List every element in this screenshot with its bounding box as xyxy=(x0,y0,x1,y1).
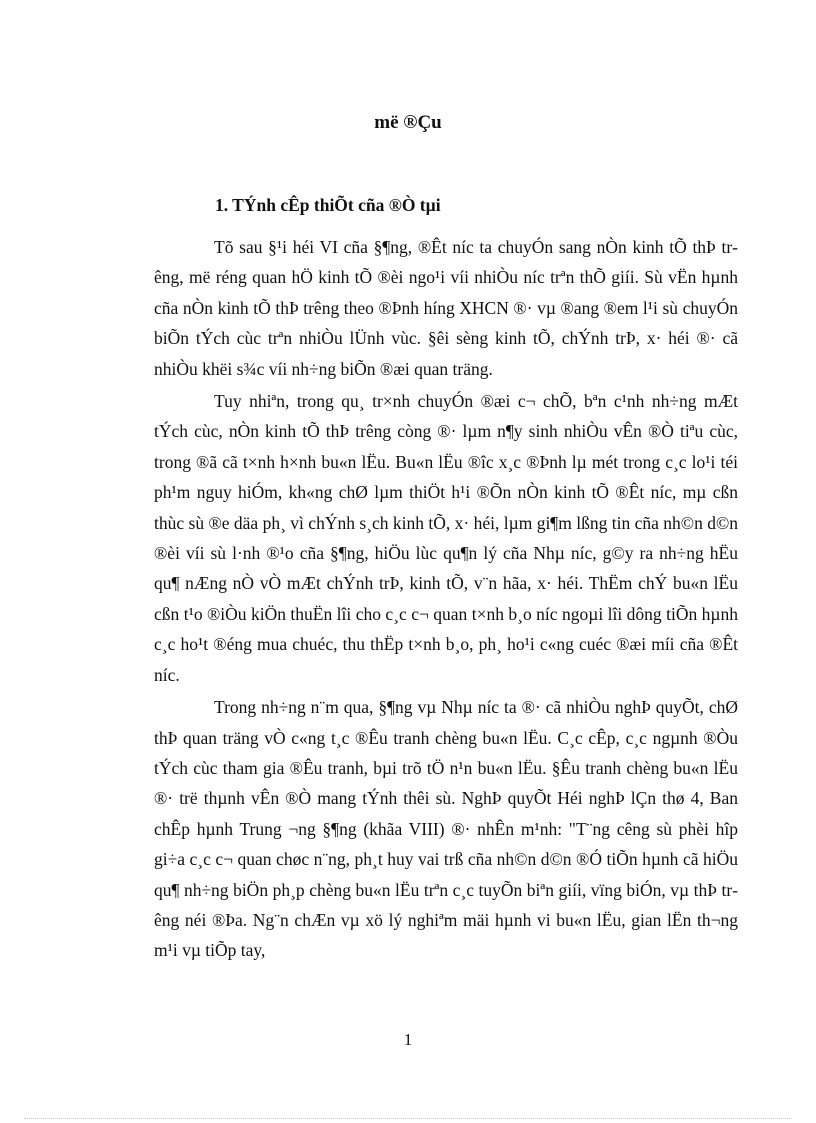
body-text xyxy=(154,232,738,968)
page-break-line xyxy=(24,1118,792,1119)
page-title: më ®Çu xyxy=(374,112,442,133)
section-heading: 1. TÝnh cÊp thiÕt cña ®Ò tµi xyxy=(215,195,441,215)
paragraph: Tuy nhiªn, trong qu¸ tr×nh chuyÓn ®æi c¬ chÕ, bªn c¹nh nh÷ng mÆt tÝch cùc, nÒn kinh tÕ thÞ trêng còng ®· lµm n¶y sinh nhiÒu vÊn ®Ò tiªu cùc, trong ®ã cã t×nh h×nh bu«n lËu. Bu«n lËu ®îc x¸c ®Þnh lµ mét trong c¸c lo¹i téi ph¹m nguy hiÓm, kh«ng chØ lµm thiÖt h¹i ®Õn nÒn kinh tÕ ®Êt níc, mµ cßn thùc sù ®e däa ph¸ vì chÝnh s¸ch kinh tÕ, x· héi, lµm gi¶m lßng tin cña nh©n d©n ®èi víi sù l·nh ®¹o cña §¶ng, hiÖu lùc qu¶n lý cña Nhµ níc, g©y ra nh÷ng hËu qu¶ nÆng nÒ vÒ mÆt chÝnh trÞ, kinh tÕ, v¨n hãa, x· héi. ThËm chÝ bu«n lËu cßn t¹o ®iÒu kiÖn thuËn lîi cho c¸c c¬ quan t×nh b¸o níc ngoµi lîi dông tiÕn hµnh c¸c ho¹t ®éng mua chuéc, thu thËp t×nh b¸o, ph¸ ho¹i c«ng cuéc ®æi míi cña ®Êt níc. xyxy=(154,391,738,685)
page-number: 1 xyxy=(403,1030,413,1049)
paragraph: Trong nh÷ng n¨m qua, §¶ng vµ Nhµ níc ta ®· cã nhiÒu nghÞ quyÕt, chØ thÞ quan träng vÒ c«ng t¸c ®Êu tranh chèng bu«n lËu. C¸c cÊp, c¸c ngµnh ®Òu tÝch cùc tham gia ®Êu tranh, bµi trõ tÖ n¹n bu«n lËu. §Êu tranh chèng bu«n lËu ®· trë thµnh vÊn ®Ò mang tÝnh thêi sù. NghÞ quyÕt Héi nghÞ lÇn thø 4, Ban chÊp hµnh Trung ¬ng §¶ng (khãa VIII) ®· nhÊn m¹nh: "T¨ng cêng sù phèi hîp gi÷a c¸c c¬ quan chøc n¨ng, ph¸t huy vai trß cña nh©n d©n ®Ó tiÕn hµnh cã hiÖu qu¶ nh÷ng biÖn ph¸p chèng bu«n lËu trªn c¸c tuyÕn biªn giíi, vïng biÓn, vµ thÞ trêng néi ®Þa. Ng¨n chÆn vµ xö lý nghiªm mäi hµnh vi bu«n lËu, gian lËn th¬ng m¹i vµ tiÕp tay, xyxy=(154,697,738,961)
paragraph: Tõ sau §¹i héi VI cña §¶ng, ®Êt níc ta chuyÓn sang nÒn kinh tÕ thÞ trêng, më réng quan hÖ kinh tÕ ®èi ngo¹i víi nhiÒu níc trªn thÕ giíi. Sù vËn hµnh cña nÒn kinh tÕ thÞ trêng theo ®Þnh híng XHCN ®· vµ ®ang ®em l¹i sù chuyÓn biÕn tÝch cùc trªn nhiÒu lÜnh vùc. §êi sèng kinh tÕ, chÝnh trÞ, x· héi ®· cã nhiÒu khëi s¾c víi nh÷ng biÕn ®æi quan träng. xyxy=(154,237,738,379)
